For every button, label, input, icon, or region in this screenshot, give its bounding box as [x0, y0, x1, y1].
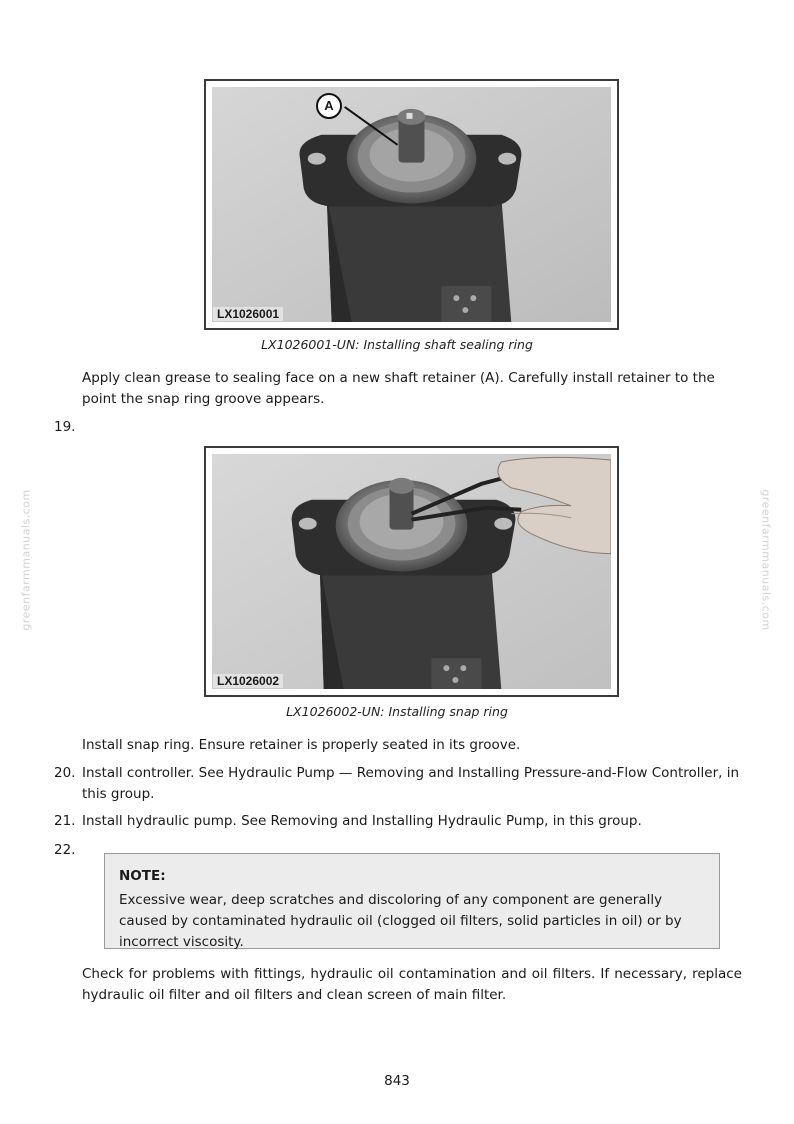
step-number-22: 22. — [54, 842, 76, 858]
step-number-20: 20. — [54, 765, 76, 781]
note-body: Excessive wear, deep scratches and discoloring of any component are generally caused by contaminated hydraulic oil (clogged oil filters, solid particles in oil) or by incorrect viscosity. — [119, 892, 682, 950]
watermark-right: greenfarmmanuals.com — [759, 489, 773, 631]
step-number-19: 19. — [54, 419, 76, 435]
pump-photo-snap-ring — [212, 454, 611, 689]
figure-caption: LX1026002-UN: Installing snap ring — [286, 704, 508, 719]
pump-photo-shaft-sealing — [212, 87, 611, 322]
paragraph-install-snap-ring: Install snap ring. Ensure retainer is properly seated in its groove. — [82, 737, 521, 753]
watermark-left: greenfarmmanuals.com — [19, 489, 33, 631]
figure-shaft-sealing-ring — [204, 79, 619, 330]
callout-a-label: A — [324, 98, 334, 113]
figure-caption: LX1026001-UN: Installing shaft sealing ring — [261, 337, 533, 352]
note-box — [104, 853, 720, 949]
step-number-21: 21. — [54, 813, 76, 829]
step-text-21: Install hydraulic pump. See Removing and Installing Hydraulic Pump, in this group. — [82, 813, 642, 829]
page-number: 843 — [384, 1073, 410, 1089]
step-text-20: Install controller. See Hydraulic Pump — Removing and Installing Pressure-and-Flow Controller, in this group. — [82, 765, 740, 802]
figure-snap-ring — [204, 446, 619, 697]
paragraph-check-problems: Check for problems with fittings, hydraulic oil contamination and oil filters. If necessary, replace hydraulic oil filter and oil filters and clean screen of main filter. — [82, 966, 742, 1003]
callout-a-badge — [316, 93, 342, 119]
note-title: NOTE: — [119, 868, 166, 884]
paragraph-apply-grease: Apply clean grease to sealing face on a new shaft retainer (A). Carefully install retainer to the point the snap ring groove appears. — [82, 370, 715, 407]
image-label: LX1026001 — [213, 307, 283, 321]
image-label: LX1026002 — [213, 674, 283, 688]
